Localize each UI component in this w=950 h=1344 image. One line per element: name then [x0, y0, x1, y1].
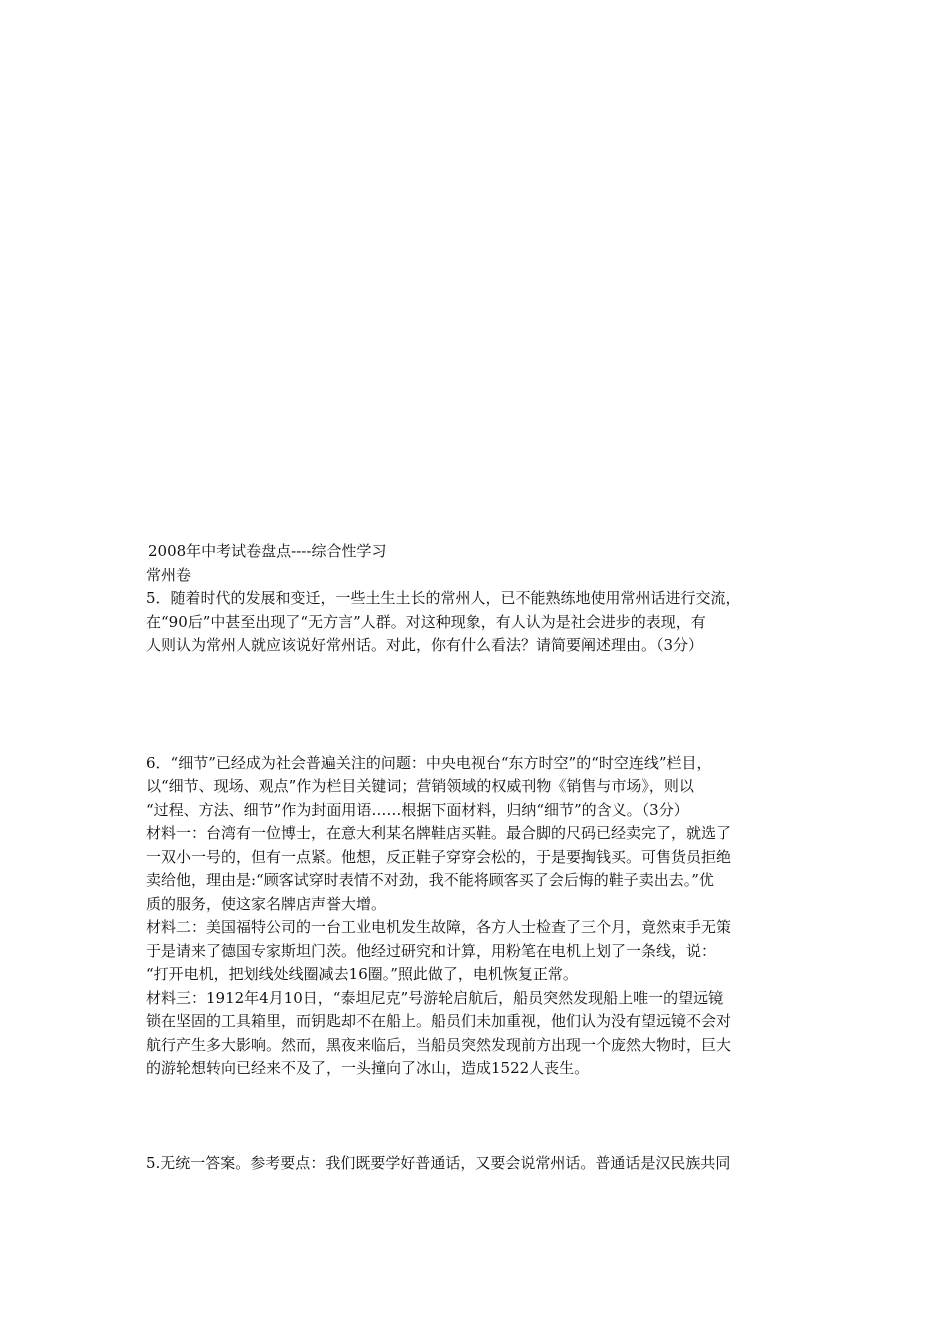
- answer-space: [146, 1081, 818, 1152]
- question-6: [146, 752, 818, 1081]
- question-6-line: “过程、方法、细节”作为封面用语……根据下面材料，归纳“细节”的含义。（3分）: [146, 800, 689, 819]
- material-2-line: 材料二：美国福特公司的一台工业电机发生故障，各方人士检查了三个月，竟然束手无策: [146, 918, 732, 936]
- section-heading: 常州卷: [146, 565, 192, 584]
- answer-space: [146, 658, 818, 752]
- question-5-line: 5．随着时代的发展和变迁，一些土生土长的常州人，已不能熟练地使用常州话进行交流，: [146, 589, 741, 607]
- question-6-line: 6．“细节”已经成为社会普遍关注的问题：中央电视台“东方时空”的“时空连线”栏目，: [146, 753, 712, 772]
- answer-5: [146, 1152, 818, 1176]
- material-1-line: 质的服务，使这家名牌店声誉大增。: [146, 894, 387, 913]
- document-title: 2008年中考试卷盘点----综合性学习: [148, 542, 387, 560]
- material-1-line: 材料一：台湾有一位博士，在意大利某名牌鞋店买鞋。最合脚的尺码已经卖完了，就选了: [146, 824, 732, 842]
- material-1-line: 一双小一号的，但有一点紧。他想，反正鞋子穿穿会松的，于是要掏钱买。可售货员拒绝: [146, 847, 732, 866]
- question-5: [146, 587, 818, 658]
- question-5-line: 在“90后”中甚至出现了“无方言”人群。对这种现象，有人认为是社会进步的表现，有: [146, 612, 706, 631]
- document-body: [146, 540, 818, 1175]
- material-3-line: 材料三：1912年4月10日，“泰坦尼克”号游轮启航后，船员突然发现船上唯一的望远镜: [146, 988, 724, 1007]
- question-5-line: 人则认为常州人就应该说好常州话。对此，你有什么看法？请简要阐述理由。（3分）: [146, 636, 704, 654]
- answer-5-line: 5.无统一答案。参考要点：我们既要学好普通话，又要会说常州话。普通话是汉民族共同: [146, 1153, 731, 1172]
- material-2-line: “打开电机，把划线处线圈减去16圈。”照此做了，电机恢复正常。: [146, 965, 578, 983]
- material-1-line: 卖给他，理由是:“顾客试穿时表情不对劲，我不能将顾客买了会后悔的鞋子卖出去。”优: [146, 871, 714, 889]
- question-6-line: 以“细节、现场、观点”作为栏目关键词；营销领域的权威刊物《销售与市场》，则以: [146, 777, 694, 795]
- material-3-line: 的游轮想转向已经来不及了，一头撞向了冰山，造成1522人丧生。: [146, 1059, 590, 1077]
- material-2-line: 于是请来了德国专家斯坦门茨。他经过研究和计算，用粉笔在电机上划了一条线，说：: [146, 941, 717, 960]
- material-3-line: 锁在坚固的工具箱里，而钥匙却不在船上。船员们未加重视，他们认为没有望远镜不会对: [146, 1012, 732, 1030]
- material-3-line: 航行产生多大影响。然而，黑夜来临后，当船员突然发现前方出现一个庞然大物时，巨大: [146, 1035, 732, 1054]
